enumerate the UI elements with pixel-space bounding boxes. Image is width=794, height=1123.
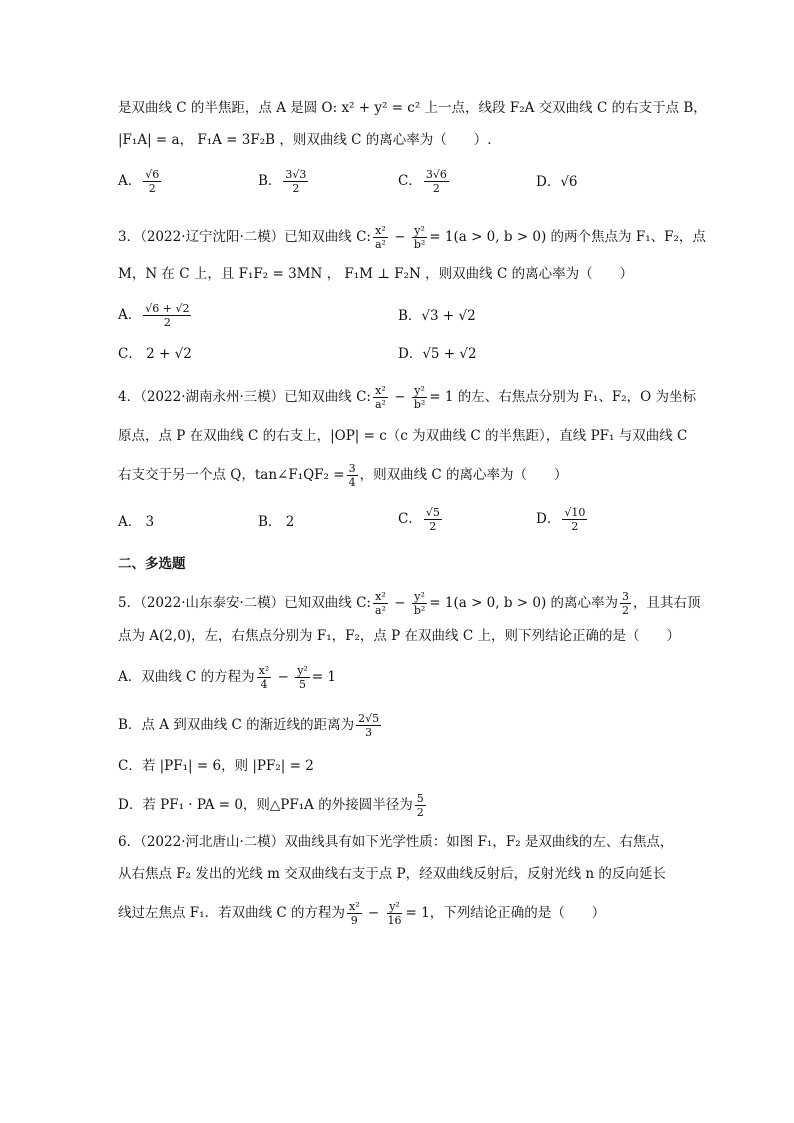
q5-option-d: D．若 PF₁ · PA = 0，则△PF₁A 的外接圆半径为 $\frac{5}{2}$ [118,792,424,819]
q4-option-d: D． $\frac{√10}{2}$ [536,506,586,533]
q4-option-a: A． 3 [118,514,155,530]
q3-option-a: A． $\frac{√6 + √2}{2}$ [118,302,190,329]
q2-option-b: B． $\frac{3√3}{2}$ [258,168,307,195]
q5-option-b: B．点 A 到双曲线 C 的渐近线的距离为 $\frac{2√5}{3}$ [118,712,380,739]
q4-option-c: C． $\frac{√5}{2}$ [398,506,440,533]
q6-line-3: 线过左焦点 F₁．若双曲线 C 的方程为 $\frac{\text{x²}}{9}$ − $\frac{\text{y²}}{16}$ = 1，下列结论正确的是（ ） [118,900,606,927]
q4-option-b: B． 2 [258,514,295,530]
q3-option-d: D．√5 + √2 [398,346,477,362]
q5-line-2: 点为 A(2,0)，左，右焦点分别为 F₁，F₂，点 P 在双曲线 C 上，则下列结论正确的是（ ） [118,628,680,644]
q6-line-1: 6．（2022·河北唐山·二模）双曲线具有如下光学性质：如图 F₁，F₂ 是双曲线的左、右焦点， [118,834,674,850]
q5-option-a: A．双曲线 C 的方程为 $\frac{\text{x²}}{4}$ − $\frac{\text{y²}}{5}$ = 1 [118,664,337,691]
q2-option-d: D．√6 [536,174,578,190]
q2-line-2: |F₁A| = a， F₁A = 3F₂B ，则双曲线 C 的离心率为（ ）. [118,132,492,148]
q3-option-b: B．√3 + √2 [398,308,476,324]
q3-line-2: M，N 在 C 上，且 F₁F₂ = 3MN ， F₁M ⊥ F₂N ，则双曲线 C 的离心率为（ ） [118,266,634,282]
q4-line-2: 原点，点 P 在双曲线 C 的右支上，|OP| = c（c 为双曲线 C 的半焦距），直线 PF₁ 与双曲线 C [118,428,688,444]
q2-line-1: 是双曲线 C 的半焦距，点 A 是圆 O: x² + y² = c² 上一点，线段 F₂A 交双曲线 C 的右支于点 B， [118,100,707,116]
q2-option-c: C． $\frac{3√6}{2}$ [398,168,447,195]
q3-line-1: 3．（2022·辽宁沈阳·二模）已知双曲线 C: $\frac{\text{x²}}{\text{a²}}$ − $\frac{\text{y²}}{\text{b²}}$ = 1(a > 0, b > 0) 的两个焦点为 F₁、F₂，点 [118,224,706,251]
q4-line-3: 右支交于另一个点 Q，tan∠F₁QF₂ = $\frac{3}{4}$ ，则双曲线 C 的离心率为（ ） [118,462,568,489]
section-heading-multiple-choice: 二、多选题 [118,556,186,572]
q6-line-2: 从右焦点 F₂ 发出的光线 m 交双曲线右支于点 P，经双曲线反射后，反射光线 n 的反向延长 [118,866,666,882]
q4-line-1: 4．（2022·湖南永州·三模）已知双曲线 C: $\frac{\text{x²}}{\text{a²}}$ − $\frac{\text{y²}}{\text{b²}}$ = 1 的左、右焦点分别为 F₁、F₂，O 为坐标 [118,384,696,411]
q3-option-c: C． 2 + √2 [118,346,192,362]
q5-option-c: C．若 |PF₁| = 6，则 |PF₂| = 2 [118,758,314,774]
q5-line-1: 5．（2022·山东泰安·二模）已知双曲线 C: $\frac{\text{x²}}{\text{a²}}$ − $\frac{\text{y²}}{\text{b²}}$ = 1(a > 0, b > 0) 的离心率为 $\frac{3}{2}$ ，且其右顶 [118,590,701,617]
q2-option-a: A． $\frac{√6}{2}$ [118,168,160,195]
